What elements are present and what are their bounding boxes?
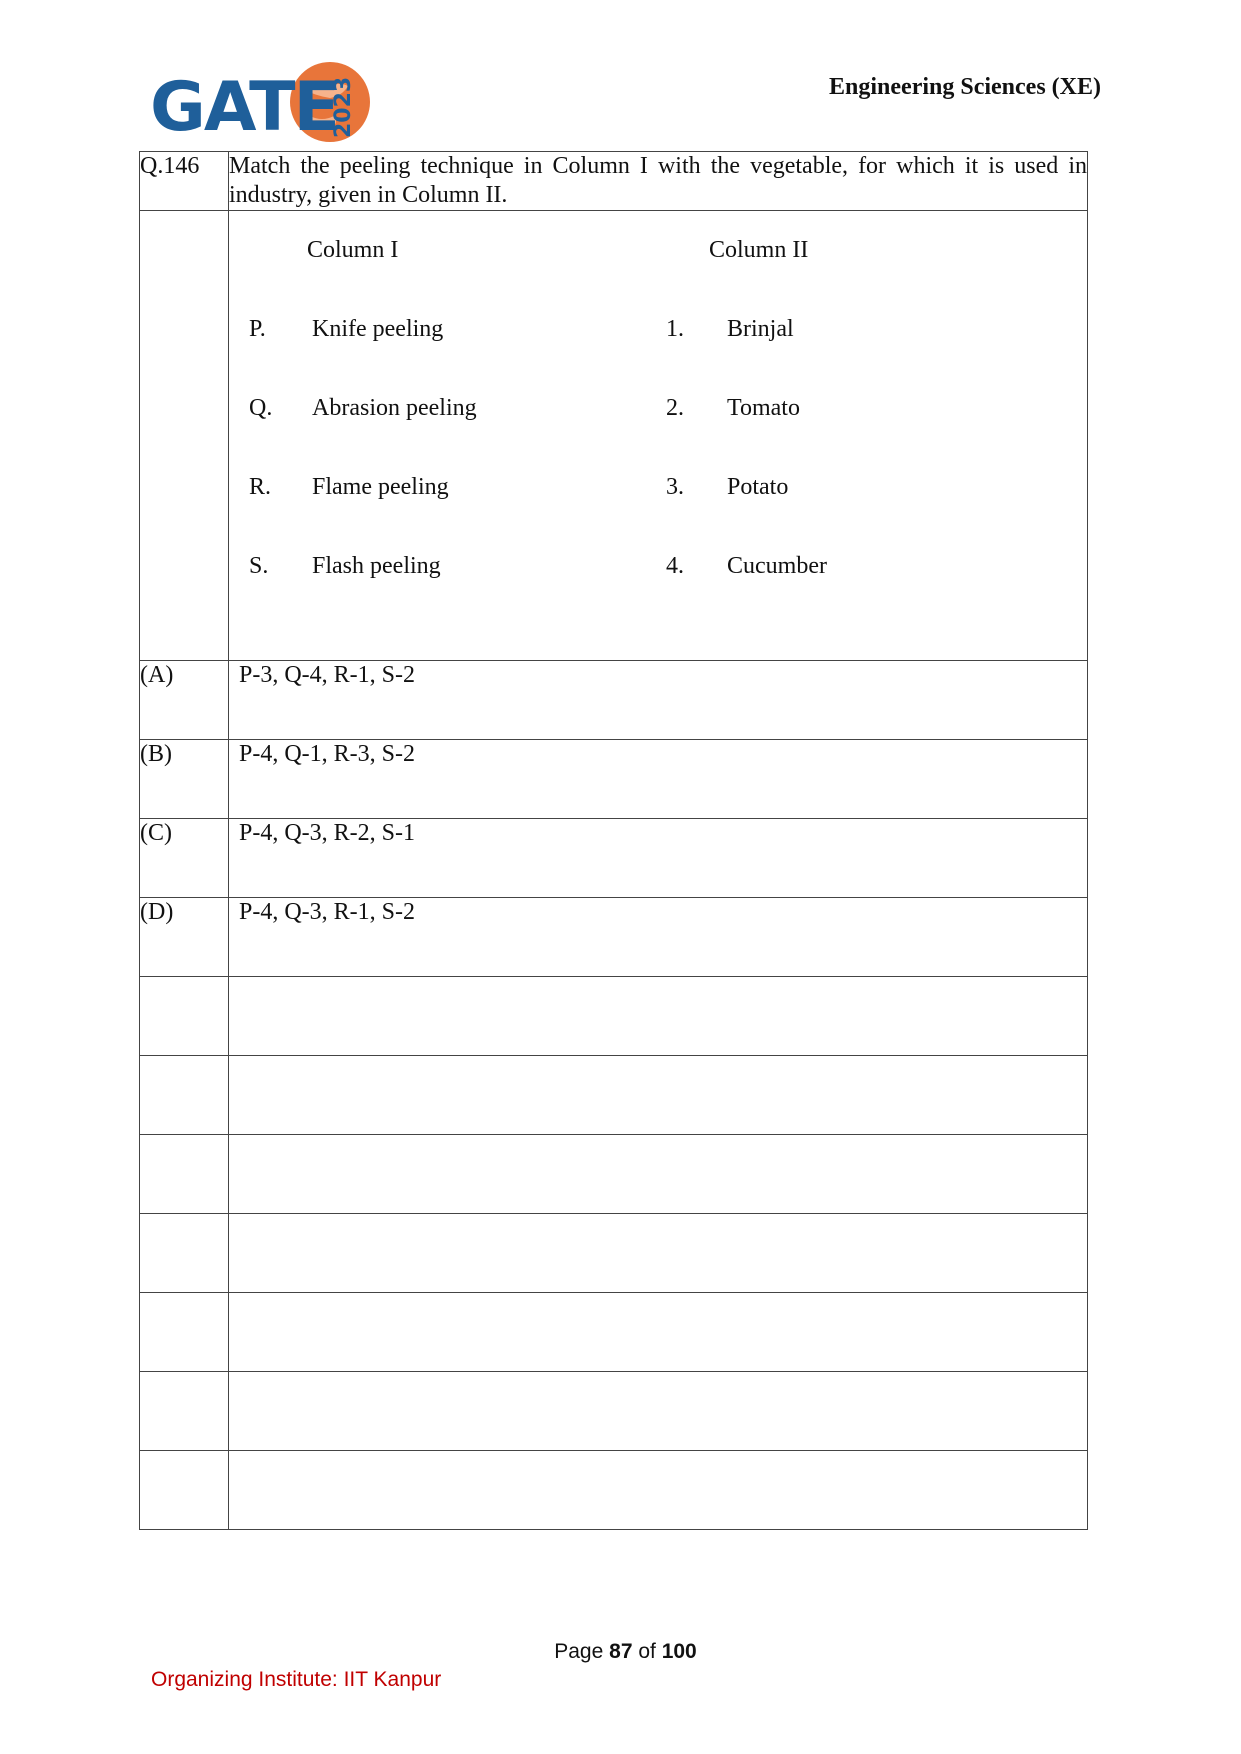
empty-cell xyxy=(229,1451,1088,1530)
column1-label: R. xyxy=(249,474,272,500)
question-text: Match the peeling technique in Column I with the vegetable, for which it is used in industry, given in Column II. xyxy=(229,152,1088,211)
option-row xyxy=(140,898,1088,977)
column2-label: 4. xyxy=(666,553,684,579)
option-text: P-4, Q-1, R-3, S-2 xyxy=(229,740,1088,819)
option-row xyxy=(140,740,1088,819)
column2-title: Column II xyxy=(709,237,809,263)
column1-item: Flash peeling xyxy=(312,553,441,579)
option-label: (A) xyxy=(140,661,229,740)
question-table xyxy=(139,151,1088,1530)
gate-logo xyxy=(150,58,380,148)
empty-cell xyxy=(140,1214,229,1293)
empty-cell xyxy=(140,1451,229,1530)
option-label: (B) xyxy=(140,740,229,819)
option-row xyxy=(140,819,1088,898)
column2-item: Cucumber xyxy=(727,553,827,579)
empty-cell xyxy=(140,1293,229,1372)
column2-label: 2. xyxy=(666,395,684,421)
logo-year: 2023 xyxy=(331,76,356,138)
logo-text: GATE xyxy=(150,68,338,147)
empty-cell xyxy=(140,211,229,661)
option-text: P-3, Q-4, R-1, S-2 xyxy=(229,661,1088,740)
blank-row xyxy=(140,1214,1088,1293)
gate-logo-graphic xyxy=(150,58,380,148)
column2-item: Brinjal xyxy=(727,316,794,342)
empty-cell xyxy=(229,1214,1088,1293)
question-number: Q.146 xyxy=(140,152,229,211)
column1-item: Abrasion peeling xyxy=(312,395,477,421)
column2-label: 3. xyxy=(666,474,684,500)
empty-cell xyxy=(229,1372,1088,1451)
empty-cell xyxy=(140,1372,229,1451)
column2-label: 1. xyxy=(666,316,684,342)
empty-cell xyxy=(229,1056,1088,1135)
column1-label: S. xyxy=(249,553,269,579)
empty-cell xyxy=(140,1135,229,1214)
option-row xyxy=(140,661,1088,740)
organizing-institute: Organizing Institute: IIT Kanpur xyxy=(151,1668,442,1691)
column1-item: Knife peeling xyxy=(312,316,444,342)
blank-row xyxy=(140,1056,1088,1135)
match-columns xyxy=(229,211,1087,660)
empty-cell xyxy=(229,977,1088,1056)
option-label: (C) xyxy=(140,819,229,898)
blank-row xyxy=(140,1135,1088,1214)
empty-cell xyxy=(140,977,229,1056)
column1-label: P. xyxy=(249,316,266,342)
column2-item: Tomato xyxy=(727,395,800,421)
page-number: Page 87 of 100 xyxy=(554,1640,697,1663)
column1-title: Column I xyxy=(307,237,399,263)
option-label: (D) xyxy=(140,898,229,977)
option-text: P-4, Q-3, R-2, S-1 xyxy=(229,819,1088,898)
match-cell xyxy=(229,211,1088,661)
empty-cell xyxy=(229,1293,1088,1372)
option-text: P-4, Q-3, R-1, S-2 xyxy=(229,898,1088,977)
column1-item: Flame peeling xyxy=(312,474,449,500)
empty-cell xyxy=(140,1056,229,1135)
blank-row xyxy=(140,977,1088,1056)
total-pages: 100 xyxy=(661,1640,697,1663)
blank-row xyxy=(140,1372,1088,1451)
column1-label: Q. xyxy=(249,395,273,421)
blank-row xyxy=(140,1293,1088,1372)
question-row xyxy=(140,152,1088,211)
match-row xyxy=(140,211,1088,661)
blank-row xyxy=(140,1451,1088,1530)
column2-item: Potato xyxy=(727,474,789,500)
empty-cell xyxy=(229,1135,1088,1214)
subject-title: Engineering Sciences (XE) xyxy=(829,74,1101,100)
current-page: 87 xyxy=(609,1640,633,1663)
